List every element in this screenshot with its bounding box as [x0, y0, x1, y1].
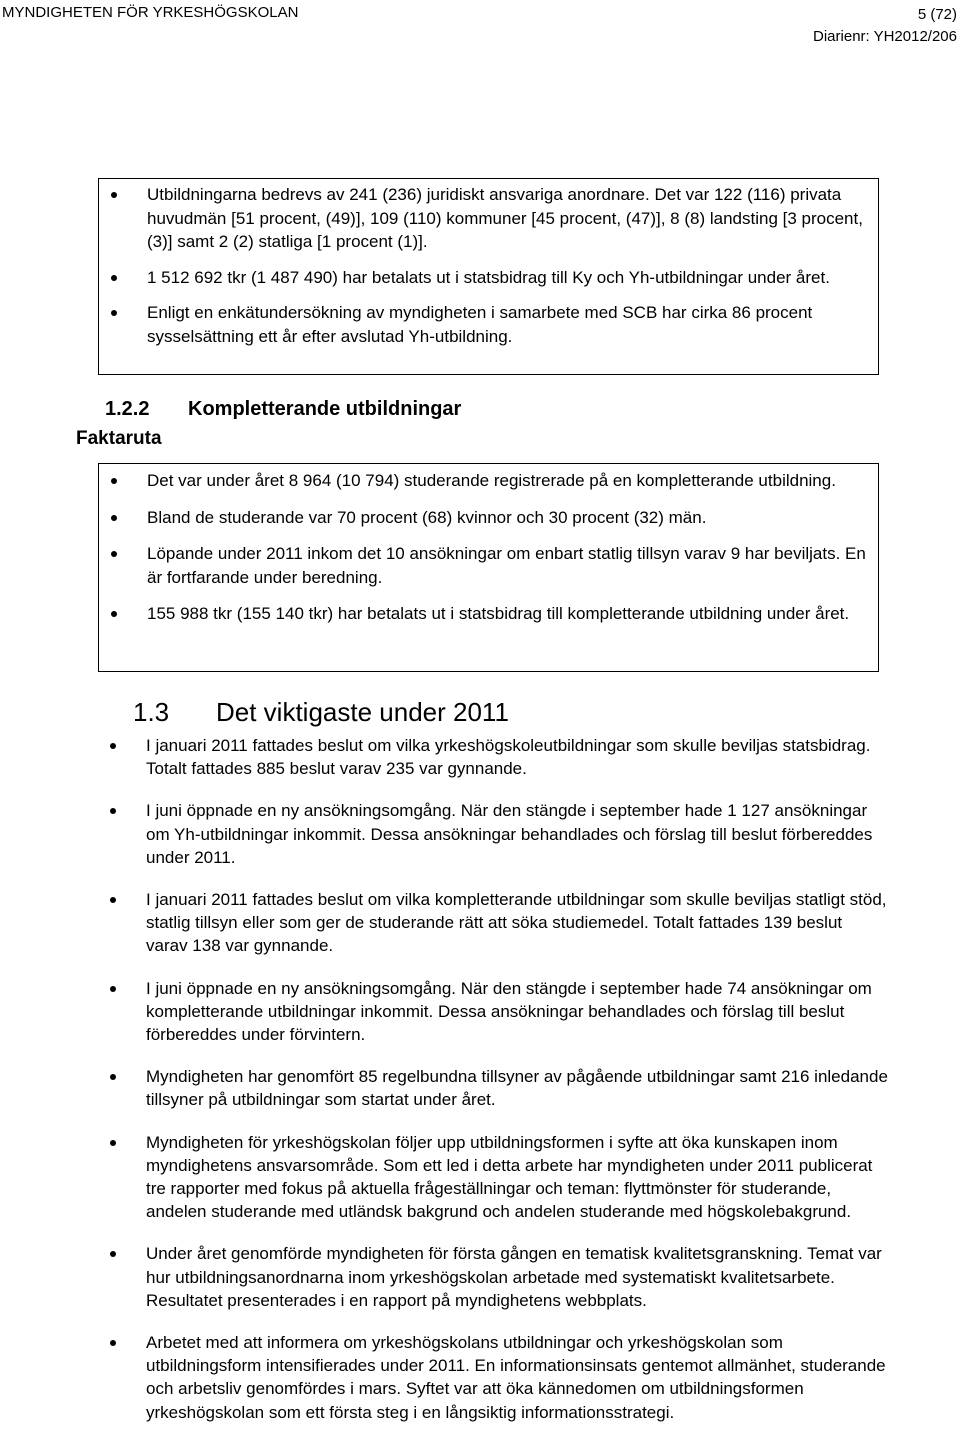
list-item: Arbetet med att informera om yrkeshögskolans utbildningar och yrkeshögskolan som utbildningsform intensifierades under 2011. En informationsinsats gentemot allmänhet, studerande och arbetsliv genomfördes i mars. Syftet var att öka kännedomen om utbildningsformen yrkeshögskolan som ett första steg i en långsiktig informationsstrategi.	[98, 1331, 888, 1424]
list-item: Bland de studerande var 70 procent (68) kvinnor och 30 procent (32) män.	[99, 506, 878, 530]
page-number: 5 (72)	[917, 6, 957, 23]
list-item: I juni öppnade en ny ansökningsomgång. När den stängde i september hade 1 127 ansökningar om Yh-utbildningar inkommit. Dessa ansökningar behandlades och förslag till beslut förbereddes under 2011.	[98, 799, 888, 869]
list-item: Enligt en enkätundersökning av myndigheten i samarbete med SCB har cirka 86 procent sysselsättning ett år efter avslutad Yh-utbildning.	[99, 301, 878, 348]
list-item: Under året genomförde myndigheten för första gången en tematisk kvalitetsgranskning. Temat var hur utbildningsanordnarna inom yrkeshögskolan arbetade med systematiskt kvalitetsarbete. Resultatet presenterades i en rapport på myndighetens webbplats.	[98, 1242, 888, 1312]
list-item: Utbildningarna bedrevs av 241 (236) juridiskt ansvariga anordnare. Det var 122 (116) privata huvudmän [51 procent, (49)], 109 (110) kommuner [45 procent, (47)], 8 (8) landsting [3 procent, (3)] samt 2 (2) statliga [1 procent (1)].	[99, 183, 878, 254]
list-item: 1 512 692 tkr (1 487 490) har betalats ut i statsbidrag till Ky och Yh-utbildningar under året.	[99, 266, 878, 290]
box2-bullet-list	[99, 464, 878, 626]
subsection-heading	[105, 398, 461, 421]
subsection-number: 1.2.2	[105, 398, 150, 420]
subsection-title: Kompletterande utbildningar	[188, 398, 462, 420]
list-item: I juni öppnade en ny ansökningsomgång. När den stängde i september hade 74 ansökningar om kompletterande utbildningar inkommit. Dessa ansökningar behandlades och förslag till beslut förbereddes under förvintern.	[98, 977, 888, 1047]
header-organization: MYNDIGHETEN FÖR YRKESHÖGSKOLAN	[2, 4, 299, 21]
list-item: Löpande under 2011 inkom det 10 ansökningar om enbart statlig tillsyn varav 9 har beviljats. En är fortfarande under beredning.	[99, 542, 878, 589]
list-item: 155 988 tkr (155 140 tkr) har betalats ut i statsbidrag till kompletterande utbildning under året.	[99, 602, 878, 626]
faktaruta-box-kompletterande	[98, 463, 879, 672]
list-item: I januari 2011 fattades beslut om vilka kompletterande utbildningar som skulle beviljas statligt stöd, statlig tillsyn eller som ger de studerande rätt att söka studiemedel. Totalt fattades 139 beslut varav 138 var gynnande.	[98, 888, 888, 958]
section-title: Det viktigaste under 2011	[216, 697, 509, 727]
list-item: Myndigheten har genomfört 85 regelbundna tillsyner av pågående utbildningar samt 216 inledande tillsyner på utbildningar som startat under året.	[98, 1065, 888, 1111]
main-bullet-list	[98, 734, 888, 1443]
diarienummer: Diarienr: YH2012/206	[813, 28, 957, 45]
section-heading	[133, 697, 509, 728]
section-number: 1.3	[133, 697, 170, 727]
header-meta	[813, 4, 957, 48]
list-item: Det var under året 8 964 (10 794) studerande registrerade på en kompletterande utbildning.	[99, 469, 878, 493]
list-item: Myndigheten för yrkeshögskolan följer upp utbildningsformen i syfte att öka kunskapen inom myndighetens ansvarsområde. Som ett led i detta arbete har myndigheten under 2011 publicerat tre rapporter med fokus på aktuella frågeställningar och teman: flyttmönster för studerande, andelen studerande med utländsk bakgrund och andelen studerande med högskolebakgrund.	[98, 1131, 888, 1224]
list-item: I januari 2011 fattades beslut om vilka yrkeshögskoleutbildningar som skulle beviljas statsbidrag. Totalt fattades 885 beslut varav 235 var gynnande.	[98, 734, 888, 780]
faktaruta-box-utbildningar	[98, 178, 879, 375]
faktaruta-label: Faktaruta	[76, 428, 162, 449]
box1-bullet-list	[99, 179, 878, 348]
